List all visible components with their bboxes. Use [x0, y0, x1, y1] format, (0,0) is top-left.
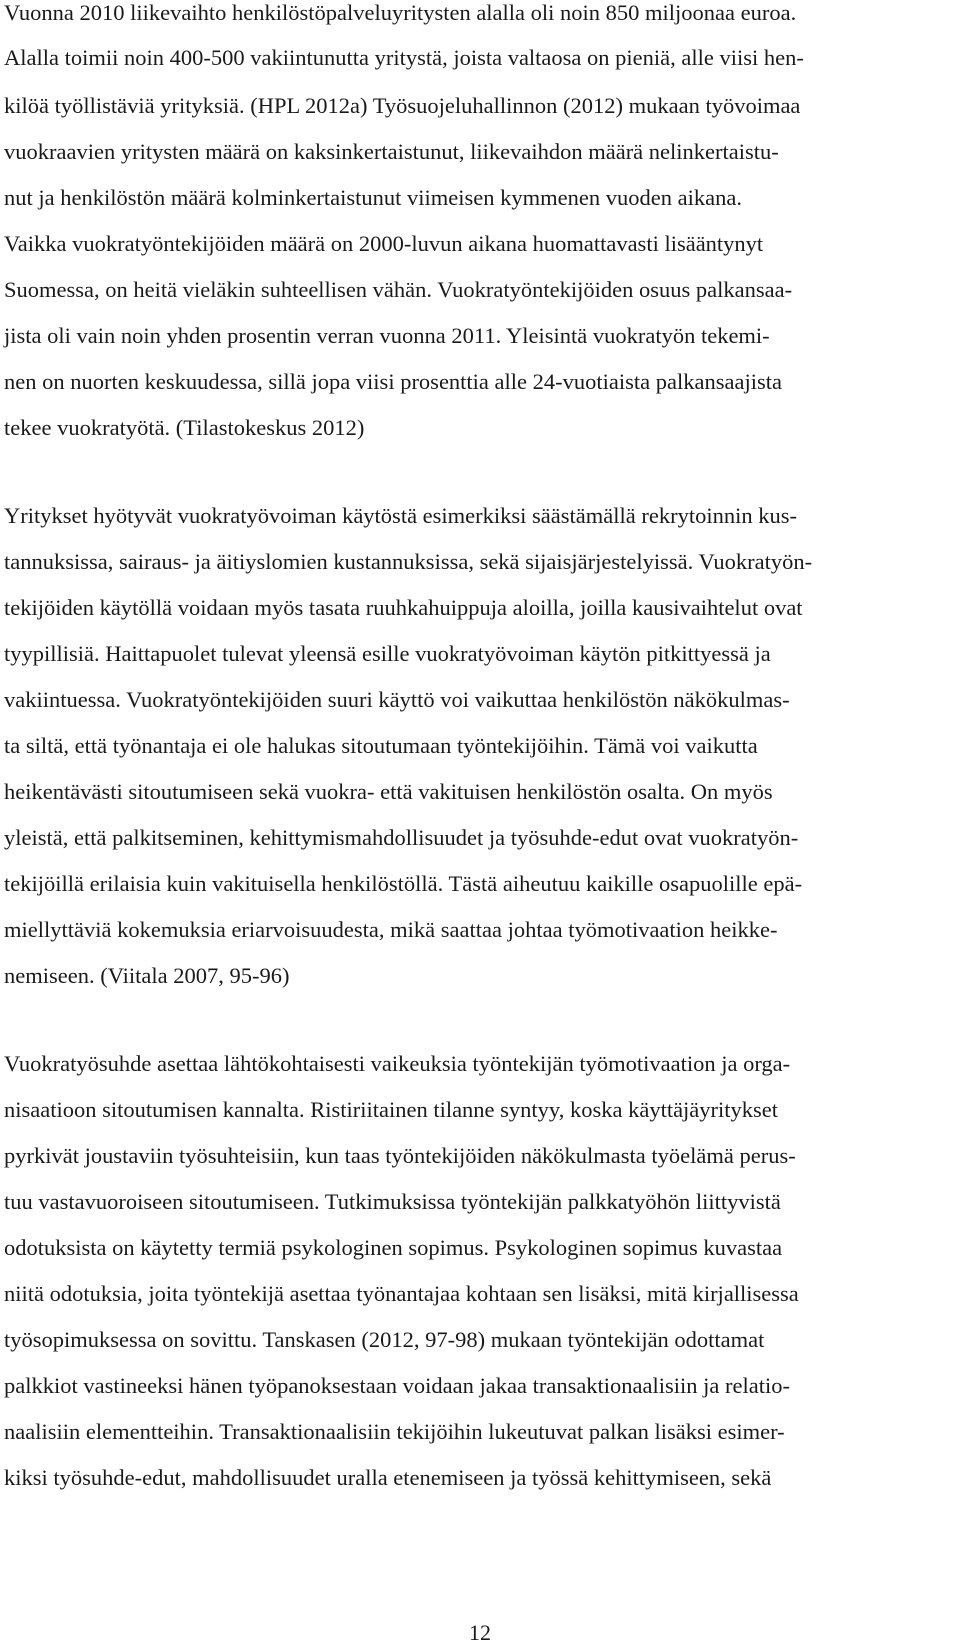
text-line: nemiseen. (Viitala 2007, 95-96): [4, 963, 290, 988]
text-line: jista oli vain noin yhden prosentin verran vuonna 2011. Yleisintä vuokratyön tekemi-: [4, 323, 770, 348]
text-line: Suomessa, on heitä vieläkin suhteellisen vähän. Vuokratyöntekijöiden osuus palkansaa-: [4, 277, 793, 302]
text-line: naalisiin elementteihin. Transaktionaalisiin tekijöihin lukeutuvat palkan lisäksi esimer-: [4, 1419, 785, 1444]
text-line: Alalla toimii noin 400-500 vakiintunutta yritystä, joista valtaosa on pieniä, alle viisi hen-: [4, 45, 804, 70]
text-line: yleistä, että palkitseminen, kehittymismahdollisuudet ja työsuhde-edut ovat vuokratyön-: [4, 825, 799, 850]
page-number: 12: [469, 1620, 491, 1645]
text-line: pyrkivät joustaviin työsuhteisiin, kun taas työntekijöiden näkökulmasta työelämä perus-: [4, 1143, 796, 1168]
text-line: tannuksissa, sairaus- ja äitiyslomien kustannuksissa, sekä sijaisjärjestelyissä. Vuokratyön-: [4, 549, 813, 574]
text-line: vuokraavien yritysten määrä on kaksinkertaistunut, liikevaihdon määrä nelinkertaistu-: [4, 139, 779, 164]
text-line: tyypillisiä. Haittapuolet tulevat yleensä esille vuokratyövoiman käytön pitkittyessä ja: [4, 641, 771, 666]
text-line: kiksi työsuhde-edut, mahdollisuudet uralla etenemiseen ja työssä kehittymiseen, sekä: [4, 1465, 772, 1490]
text-line: miellyttäviä kokemuksia eriarvoisuudesta, mikä saattaa johtaa työmotivaation heikke-: [4, 917, 778, 942]
text-line: palkkiot vastineeksi hänen työpanoksestaan voidaan jakaa transaktionaalisiin ja relatio-: [4, 1373, 790, 1398]
text-line: odotuksista on käytetty termiä psykologinen sopimus. Psykologinen sopimus kuvastaa: [4, 1235, 783, 1260]
text-line: tekijöiden käytöllä voidaan myös tasata ruuhkahuippuja aloilla, joilla kausivaihtelut ovat: [4, 595, 803, 620]
text-line: nisaatioon sitoutumisen kannalta. Ristiriitainen tilanne syntyy, koska käyttäjäyritykset: [4, 1097, 779, 1122]
text-line: Yritykset hyötyvät vuokratyövoiman käytöstä esimerkiksi säästämällä rekrytoinnin kus-: [4, 503, 797, 528]
text-line: tuu vastavuoroiseen sitoutumiseen. Tutkimuksissa työntekijän palkkatyöhön liittyvistä: [4, 1189, 781, 1214]
text-line: nen on nuorten keskuudessa, sillä jopa viisi prosenttia alle 24-vuotiaista palkansaajista: [4, 369, 782, 394]
text-line: niitä odotuksia, joita työntekijä asettaa työnantajaa kohtaan sen lisäksi, mitä kirjallisessa: [4, 1281, 799, 1306]
text-line: nut ja henkilöstön määrä kolminkertaistunut viimeisen kymmenen vuoden aikana.: [4, 185, 742, 210]
text-line: työsopimuksessa on sovittu. Tanskasen (2012, 97-98) mukaan työntekijän odottamat: [4, 1327, 765, 1352]
text-line: ta siltä, että työnantaja ei ole halukas sitoutumaan työntekijöihin. Tämä voi vaikutta: [4, 733, 758, 758]
text-line: kilöä työllistäviä yrityksiä. (HPL 2012a) Työsuojeluhallinnon (2012) mukaan työvoimaa: [4, 93, 801, 118]
text-line: heikentävästi sitoutumiseen sekä vuokra- että vakituisen henkilöstön osalta. On myös: [4, 779, 773, 804]
text-line: Vuonna 2010 liikevaihto henkilöstöpalveluyritysten alalla oli noin 850 miljoonaa euroa.: [4, 0, 797, 25]
text-line: Vaikka vuokratyöntekijöiden määrä on 2000-luvun aikana huomattavasti lisääntynyt: [4, 231, 764, 256]
text-line: vakiintuessa. Vuokratyöntekijöiden suuri käyttö voi vaikuttaa henkilöstön näkökulmas-: [4, 687, 790, 712]
text-line: Vuokratyösuhde asettaa lähtökohtaisesti vaikeuksia työntekijän työmotivaation ja orga-: [4, 1051, 791, 1076]
text-line: tekee vuokratyötä. (Tilastokeskus 2012): [4, 415, 365, 440]
text-line: tekijöillä erilaisia kuin vakituisella henkilöstöllä. Tästä aiheutuu kaikille osapuolille epä-: [4, 871, 803, 896]
